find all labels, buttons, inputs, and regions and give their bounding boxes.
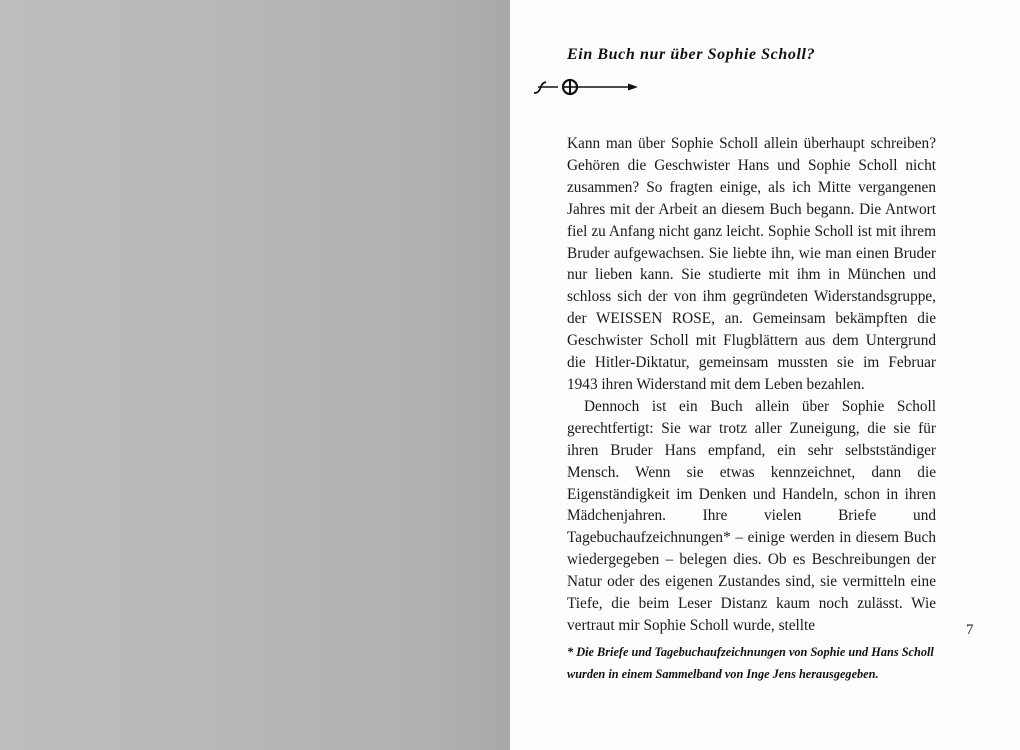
page-number: 7 [966, 622, 974, 638]
footnote-line: wurden in einem Sammelband von Inge Jens herausgegeben. [567, 667, 879, 681]
paragraph: Dennoch ist ein Buch allein über Sophie Scholl gerechtfertigt: Sie war trotz aller Zuneigung, die sie für ihren Bruder Hans empfand, ein sehr selbstständiger Mensch. Wenn sie etwas kennzeichnet, dann die Eigenständigkeit im Denken und Handeln, schon in ihren Mädchenjahren. Ihre vielen Briefe und Tagebuchaufzeichnungen* – einige werden in diesem Buch wiedergegeben – belegen dies. Ob es Beschreibungen der Natur oder des eigenen Zustandes sind, sie vermitteln eine Tiefe, die beim Leser Distanz kaum noch zulässt. Wie vertraut mir Sophie Scholl wurde, stellte [567, 397, 936, 634]
paragraph: Kann man über Sophie Scholl allein überhaupt schreiben? Gehören die Geschwister Hans und Sophie Scholl nicht zusammen? So fragten einige, als ich Mitte vergangenen Jahres mit der Arbeit an diesem Buch begann. Die Antwort fiel zu Anfang nicht ganz leicht. Sophie Scholl ist mit ihrem Bruder aufgewachsen. Sie liebte ihn, wie man einen Bruder nur lieben kann. Sie studierte mit ihm in München und schloss sich der von ihm gegründeten Widerstandsgruppe, der WEISSEN ROSE, an. Gemeinsam bekämpften die Geschwister Scholl mit Flugblättern aus dem Untergrund die Hitler-Diktatur, gemeinsam mussten sie im Februar 1943 ihren Widerstand mit dem Leben bezahlen. [567, 135, 936, 393]
arrow-ornament-icon [530, 74, 642, 100]
chapter-heading: Ein Buch nur über Sophie Scholl? [567, 46, 816, 63]
footnote-line: * Die Briefe und Tagebuchaufzeichnungen von Sophie und Hans Scholl [567, 645, 934, 659]
body-text [567, 133, 936, 637]
footnote [567, 641, 947, 685]
